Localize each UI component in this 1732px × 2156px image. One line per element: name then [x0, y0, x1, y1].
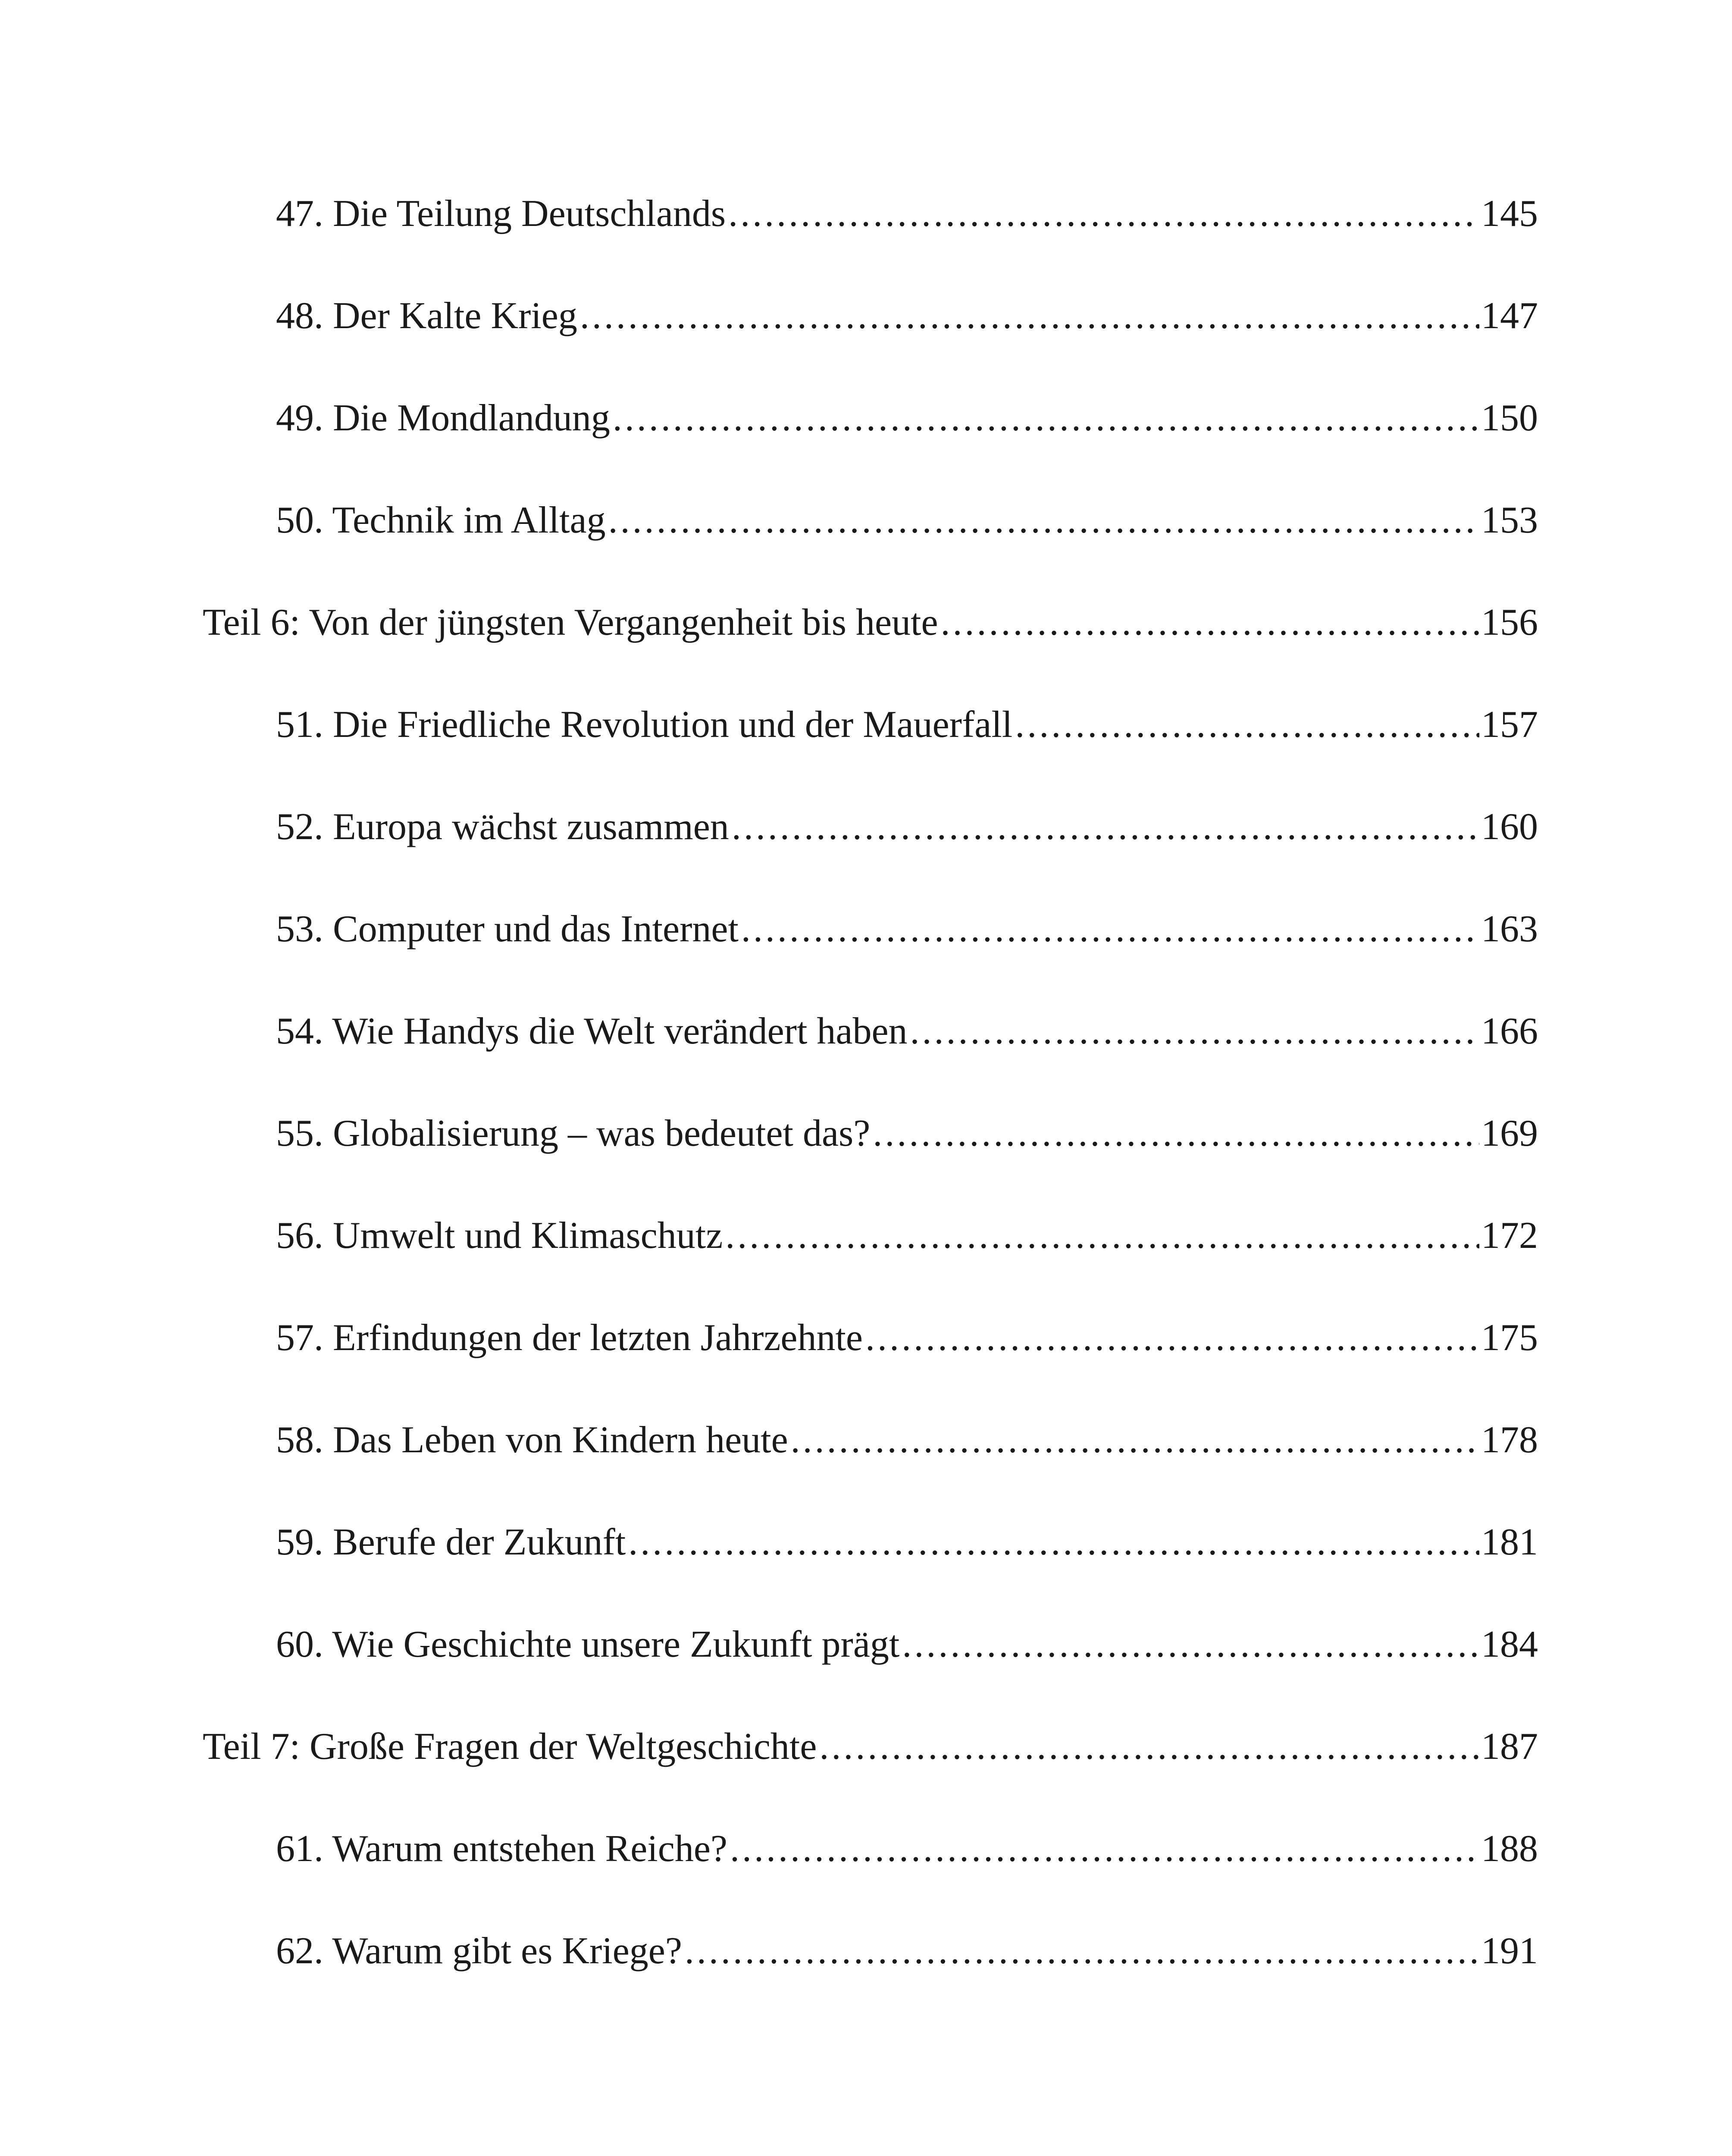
- toc-entry-title: 56. Umwelt und Klimaschutz: [276, 1215, 723, 1257]
- toc-entry-title: 62. Warum gibt es Kriege?: [276, 1930, 682, 1972]
- toc-dot-leader: [728, 195, 1479, 233]
- toc-page-number: 175: [1481, 1317, 1538, 1359]
- toc-page-number: 191: [1481, 1930, 1538, 1972]
- toc-entry: [276, 1194, 1538, 1255]
- toc-entry-title: 59. Berufe der Zukunft: [276, 1521, 626, 1563]
- toc-page-number: 147: [1481, 295, 1538, 337]
- toc-dot-leader: [941, 604, 1479, 642]
- toc-entry-title: 57. Erfindungen der letzten Jahrzehnte: [276, 1317, 863, 1359]
- toc-dot-leader: [730, 1830, 1479, 1868]
- toc-entry-title: 47. Die Teilung Deutschlands: [276, 193, 726, 235]
- toc-entry-title: Teil 7: Große Fragen der Weltgeschichte: [203, 1726, 817, 1767]
- toc-entry-title: 55. Globalisierung – was bedeutet das?: [276, 1112, 871, 1154]
- toc-dot-leader: [732, 808, 1479, 846]
- toc-dot-leader: [608, 501, 1479, 539]
- toc-entry-title: 53. Computer und das Internet: [276, 908, 739, 950]
- toc-page-number: 156: [1481, 602, 1538, 643]
- toc-dot-leader: [873, 1115, 1479, 1153]
- toc-entry: [276, 1297, 1538, 1357]
- toc-page-number: 181: [1481, 1521, 1538, 1563]
- toc-entry: [276, 786, 1538, 846]
- toc-entry-title: 60. Wie Geschichte unsere Zukunft prägt: [276, 1623, 900, 1665]
- toc-entry: [276, 1399, 1538, 1459]
- toc-dot-leader: [791, 1421, 1479, 1459]
- toc-entry: [276, 1092, 1538, 1153]
- toc-entry: [276, 1910, 1538, 1970]
- toc-page-number: 153: [1481, 499, 1538, 541]
- toc-entry-title: 58. Das Leben von Kindern heute: [276, 1419, 788, 1461]
- toc-page-number: 172: [1481, 1215, 1538, 1257]
- toc-entry-title: 52. Europa wächst zusammen: [276, 806, 729, 848]
- toc-page-number: 160: [1481, 806, 1538, 848]
- toc-dot-leader: [865, 1319, 1479, 1357]
- toc-part-heading: [203, 1705, 1538, 1766]
- toc-dot-leader: [580, 297, 1479, 335]
- toc-entry: [276, 990, 1538, 1050]
- toc-dot-leader: [685, 1932, 1479, 1970]
- toc-page-number: 184: [1481, 1623, 1538, 1665]
- toc-entry: [276, 479, 1538, 539]
- toc-page-number: 166: [1481, 1010, 1538, 1052]
- toc-part-heading: [203, 581, 1538, 642]
- toc-dot-leader: [628, 1523, 1479, 1561]
- toc-page-number: 188: [1481, 1828, 1538, 1870]
- toc-entry: [276, 1501, 1538, 1561]
- toc-dot-leader: [910, 1012, 1479, 1050]
- toc-page-number: 163: [1481, 908, 1538, 950]
- toc-dot-leader: [1015, 706, 1479, 744]
- toc-dot-leader: [741, 910, 1479, 948]
- toc-entry-title: 54. Wie Handys die Welt verändert haben: [276, 1010, 908, 1052]
- toc-entry-title: 51. Die Friedliche Revolution und der Mauerfall: [276, 704, 1013, 746]
- toc-entry-title: 49. Die Mondlandung: [276, 397, 610, 439]
- toc-dot-leader: [613, 399, 1479, 437]
- toc-entry-title: 50. Technik im Alltag: [276, 499, 606, 541]
- toc-entry: [276, 377, 1538, 437]
- toc-entry-title: 48. Der Kalte Krieg: [276, 295, 577, 337]
- toc-dot-leader: [902, 1626, 1479, 1664]
- toc-entry-title: 61. Warum entstehen Reiche?: [276, 1828, 727, 1870]
- toc-entry: [276, 1603, 1538, 1664]
- toc-page-number: 169: [1481, 1112, 1538, 1154]
- toc-entry: [276, 172, 1538, 233]
- toc-entry: [276, 683, 1538, 744]
- toc-entry-title: Teil 6: Von der jüngsten Vergangenheit bis heute: [203, 602, 938, 643]
- toc-dot-leader: [725, 1217, 1479, 1255]
- toc-page-number: 150: [1481, 397, 1538, 439]
- toc-page-number: 157: [1481, 704, 1538, 746]
- toc-page-number: 178: [1481, 1419, 1538, 1461]
- toc-entry: [276, 888, 1538, 948]
- toc-entry: [276, 1808, 1538, 1868]
- toc-dot-leader: [819, 1728, 1479, 1766]
- toc-entry: [276, 275, 1538, 335]
- toc-page-number: 187: [1481, 1726, 1538, 1767]
- toc-page-number: 145: [1481, 193, 1538, 235]
